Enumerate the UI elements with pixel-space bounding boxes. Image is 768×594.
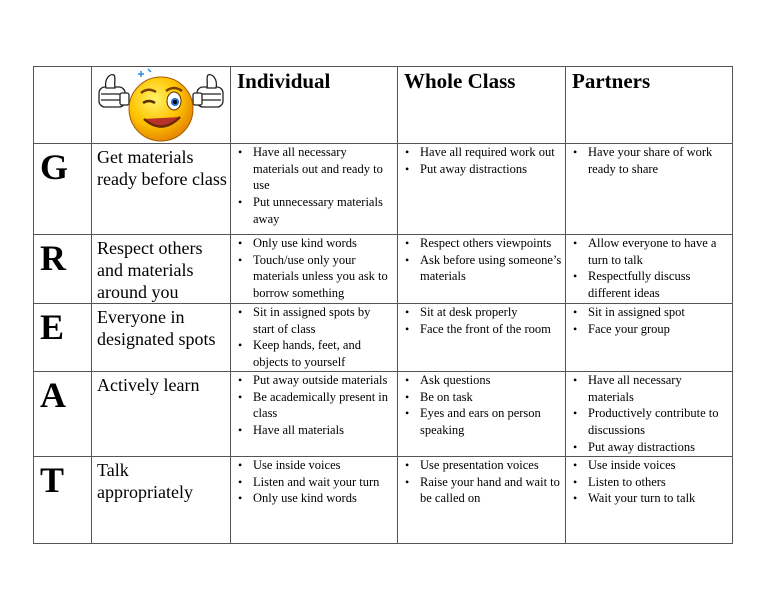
list-item: • Ask questions [420,372,563,389]
individual-list [231,304,397,371]
list-item: • Sit in assigned spot [588,304,730,321]
list-item: • Put away outside materials [253,372,395,389]
header-row [34,67,733,144]
individual-list [231,457,397,507]
partners-list [566,144,732,177]
header-partners: Partners [572,69,651,93]
list-item: • Touch/use only your materials unless you ask to borrow something [253,252,395,302]
winking-thumbs-up-smiley-icon [96,67,226,143]
row-letter: E [40,307,65,347]
individual-list [231,235,397,302]
list-item: • Sit in assigned spots by start of class [253,304,395,337]
great-expectations-table [33,66,733,544]
partners-list [566,304,732,337]
row-description: Talk appropriately [97,459,193,502]
list-item: • Have all necessary materials out and ready to use [253,144,395,194]
list-item: • Have all necessary materials [588,372,730,405]
row-a [34,371,733,456]
whole-class-list [398,372,565,439]
list-item: • Sit at desk properly [420,304,563,321]
list-item: • Ask before using someone’s materials [420,252,563,285]
list-item: • Eyes and ears on person speaking [420,405,563,438]
partners-list [566,372,732,456]
row-letter: G [40,147,69,187]
list-item: • Face your group [588,321,730,338]
list-item: • Have all materials [253,422,395,439]
mascot-cell [92,67,231,144]
individual-list [231,144,397,228]
list-item: • Have your share of work ready to share [588,144,730,177]
row-description: Actively learn [97,374,200,395]
whole-class-list [398,144,565,177]
list-item: • Respect others viewpoints [420,235,563,252]
row-g [34,144,733,235]
list-item: • Have all required work out [420,144,563,161]
list-item: • Wait your turn to talk [588,490,730,507]
header-individual: Individual [237,69,331,93]
row-letter: A [40,374,66,415]
individual-list [231,372,397,439]
row-letter: R [40,238,66,278]
row-e [34,304,733,372]
list-item: • Use inside voices [588,457,730,474]
list-item: • Raise your hand and wait to be called on [420,474,563,507]
row-r [34,235,733,304]
list-item: • Listen and wait your turn [253,474,395,491]
list-item: • Listen to others [588,474,730,491]
list-item: • Productively contribute to discussions [588,405,730,438]
list-item: • Use presentation voices [420,457,563,474]
partners-list [566,457,732,507]
row-description: Respect others and materials around you [97,238,203,302]
row-description: Get materials ready before class [97,147,227,189]
whole-class-list [398,304,565,337]
list-item: • Put away distractions [588,439,730,456]
list-item: • Only use kind words [253,235,395,252]
list-item: • Respectfully discuss different ideas [588,268,730,301]
whole-class-list [398,235,565,285]
list-item: • Keep hands, feet, and objects to yourself [253,337,395,370]
list-item: • Face the front of the room [420,321,563,338]
whole-class-list [398,457,565,507]
partners-list [566,235,732,302]
list-item: • Put away distractions [420,161,563,178]
list-item: • Allow everyone to have a turn to talk [588,235,730,268]
row-t [34,456,733,543]
header-whole-class: Whole Class [404,69,516,93]
list-item: • Only use kind words [253,490,395,507]
list-item: • Put unnecessary materials away [253,194,395,227]
row-letter: T [40,459,65,500]
list-item: • Use inside voices [253,457,395,474]
corner-cell [34,67,92,144]
list-item: • Be on task [420,389,563,406]
list-item: • Be academically present in class [253,389,395,422]
row-description: Everyone in designated spots [97,307,216,349]
